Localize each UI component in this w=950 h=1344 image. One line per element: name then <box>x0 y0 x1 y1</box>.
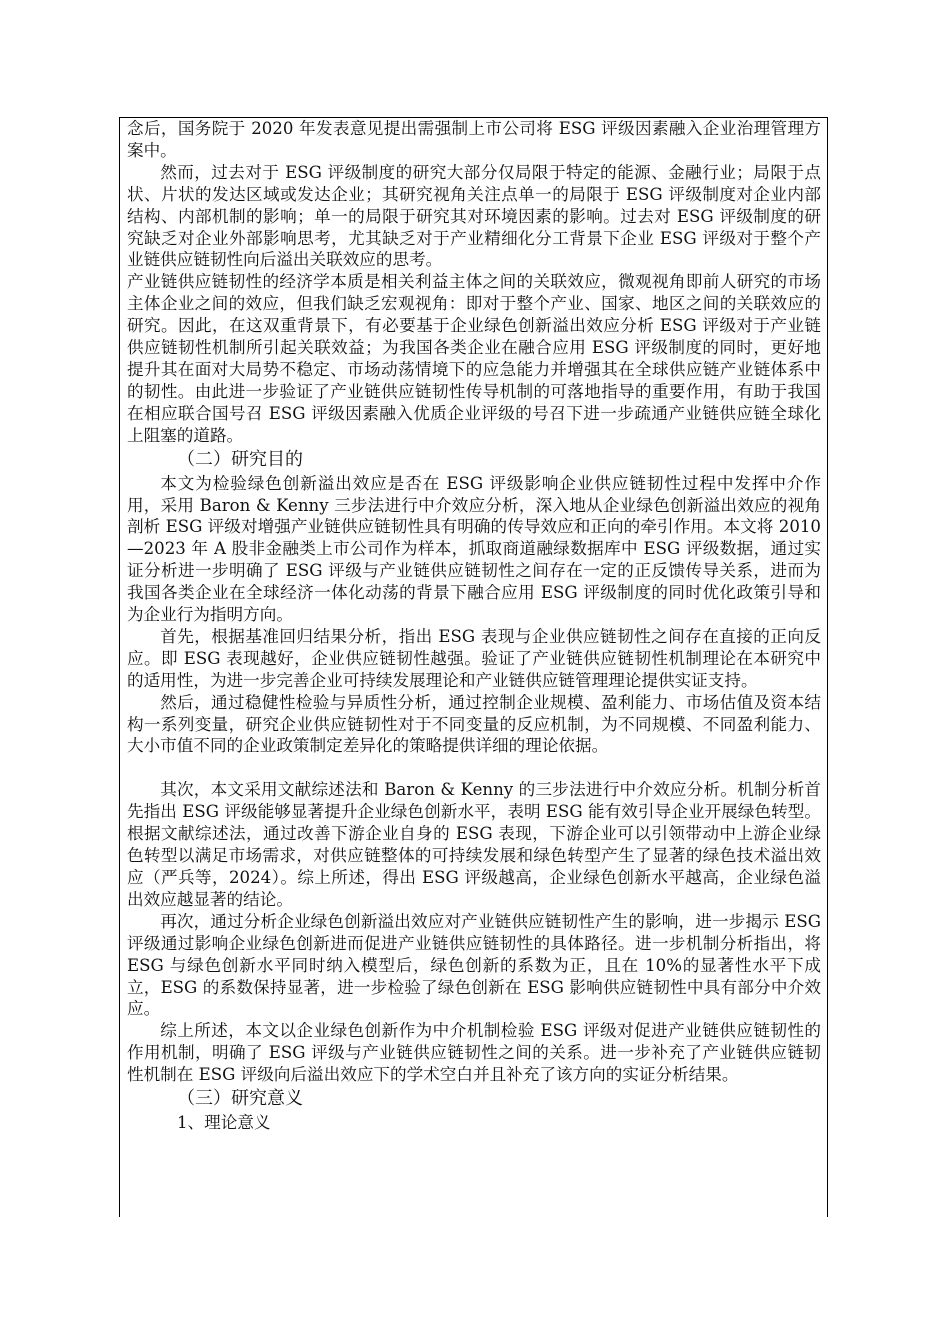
paragraph: 综上所述，本文以企业绿色创新作为中介机制检验 ESG 评级对促进产业链供应链韧性的作用机制，明确了 ESG 评级与产业链供应链韧性之间的关系。进一步补充了产业链供应链韧性机制在 ESG 评级向后溢出效应下的学术空白并且补充了该方向的实证分析结果。 <box>127 1021 821 1085</box>
blank-line <box>127 757 821 779</box>
paragraph: 然后，通过稳健性检验与异质性分析，通过控制企业规模、盈利能力、市场估值及资本结构一系列变量，研究企业供应链韧性对于不同变量的反应机制，为不同规模、不同盈利能力、大小市值不同的企业政策制定差异化的策略提供详细的理论依据。 <box>127 692 821 756</box>
section-heading-research-significance: （三）研究意义 <box>177 1088 303 1110</box>
section-heading-research-purpose: （二）研究目的 <box>177 448 303 470</box>
document-frame <box>119 117 828 1217</box>
paragraph: 产业链供应链韧性的经济学本质是相关利益主体之间的关联效应，微观视角即前人研究的市场主体企业之间的效应，但我们缺乏宏观视角：即对于整个产业、国家、地区之间的关联效应的研究。因此，在这双重背景下，有必要基于企业绿色创新溢出效应分析 ESG 评级对于产业链供应链韧性机制所引起关联效益；为我国各类企业在融合应用 ESG 评级制度的同时，更好地提升其在面对大局势不稳定、市场动荡情境下的应急能力并增强其在全球供应链产业链体系中的韧性。由此进一步验证了产业链供应链韧性传导机制的可落地指导的重要作用，有助于我国在相应联合国号召 ESG 评级因素融入优质企业评级的号召下进一步疏通产业链供应链全球化上阻塞的道路。 <box>127 272 821 445</box>
paragraph: 首先，根据基准回归结果分析，指出 ESG 表现与企业供应链韧性之间存在直接的正向反应。即 ESG 表现越好，企业供应链韧性越强。验证了产业链供应链韧性机制理论在本研究中的适用性，为进一步完善企业可持续发展理论和产业链供应链管理理论提供实证支持。 <box>127 626 821 690</box>
paragraph: 其次，本文采用文献综述法和 Baron & Kenny 的三步法进行中介效应分析。机制分析首先指出 ESG 评级能够显著提升企业绿色创新水平，表明 ESG 能有效引导企业开展绿色转型。根据文献综述法，通过改善下游企业自身的 ESG 表现，下游企业可以引领带动中上游企业绿色转型以满足市场需求，对供应链整体的可持续发展和绿色转型产生了显著的绿色技术溢出效应（严兵等，2024）。综上所述，得出 ESG 评级越高，企业绿色创新水平越高，企业绿色溢出效应越显著的结论。 <box>127 780 821 909</box>
subheading-theoretical-significance: 1、理论意义 <box>177 1113 271 1133</box>
paragraph: 念后，国务院于 2020 年发表意见提出需强制上市公司将 ESG 评级因素融入企业治理管理方案中。 <box>127 119 821 160</box>
paragraph: 然而，过去对于 ESG 评级制度的研究大部分仅局限于特定的能源、金融行业；局限于点状、片状的发达区域或发达企业；其研究视角关注点单一的局限于 ESG 评级制度对企业内部结构、内部机制的影响；单一的局限于研究其对环境因素的影响。过去对 ESG 评级制度的研究缺乏对企业外部影响思考，尤其缺乏对于产业精细化分工背景下企业 ESG 评级对于整个产业链供应链韧性向后溢出关联效应的思考。 <box>127 162 821 270</box>
paragraph: 再次，通过分析企业绿色创新溢出效应对产业链供应链韧性产生的影响，进一步揭示 ESG 评级通过影响企业绿色创新进而促进产业链供应链韧性的具体路径。进一步机制分析指出，将 ESG 与绿色创新水平同时纳入模型后，绿色创新的系数为正，且在 10%的显著性水平下成立，ESG 的系数保持显著，进一步检验了绿色创新在 ESG 影响供应链韧性中具有部分中介效应。 <box>127 911 821 1019</box>
document-body <box>120 118 827 1134</box>
paragraph: 本文为检验绿色创新溢出效应是否在 ESG 评级影响企业供应链韧性过程中发挥中介作用，采用 Baron & Kenny 三步法进行中介效应分析，深入地从企业绿色创新溢出效应的视角剖析 ESG 评级对增强产业链供应链韧性具有明确的传导效应和正向的牵引作用。本文将 2010—2023 年 A 股非金融类上市公司作为样本，抓取商道融绿数据库中 ESG 评级数据，通过实证分析进一步明确了 ESG 评级与产业链供应链韧性之间存在一定的正反馈传导关系，进而为我国各类企业在全球经济一体化动荡的背景下融合应用 ESG 评级制度的同时优化政策引导和为企业行为指明方向。 <box>127 473 821 625</box>
